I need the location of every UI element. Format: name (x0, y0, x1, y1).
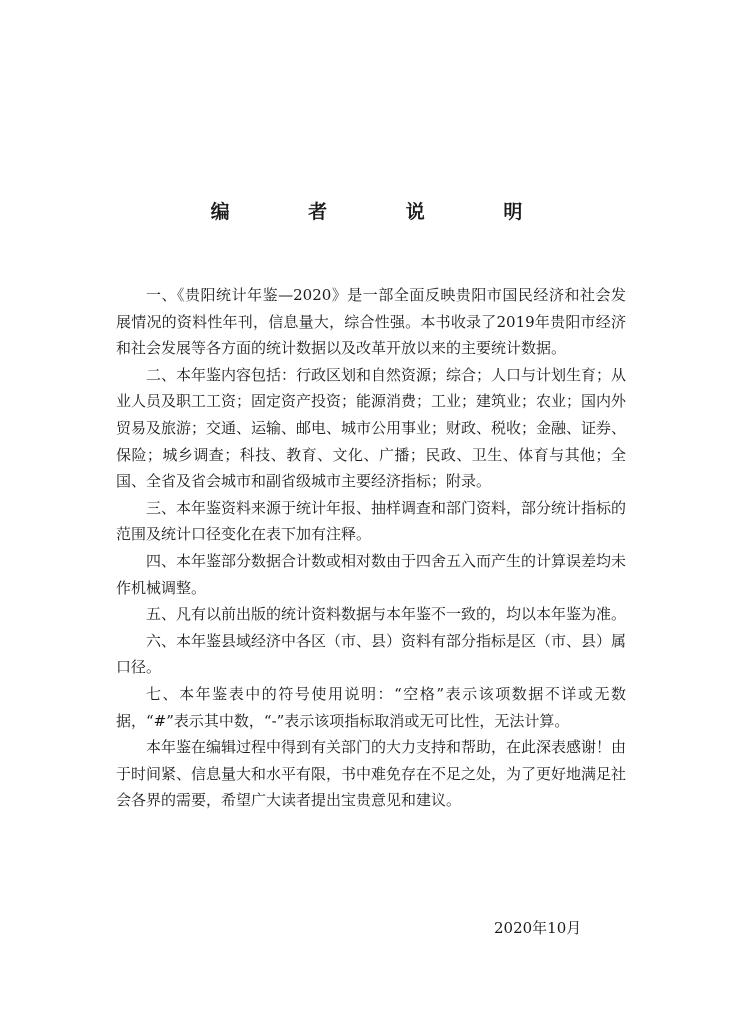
paragraph-7-symbols: 七、本年鉴表中的符号使用说明：“空格”表示该项数据不详或无数据，“#”表示其中数，“-”表示该项指标取消或无可比性，无法计算。 (116, 684, 626, 730)
paragraph-3-sources: 三、本年鉴资料来源于统计年报、抽样调查和部门资料，部分统计指标的范围及统计口径变化在表下加有注释。 (116, 498, 627, 544)
paragraph-8-acknowledgement: 本年鉴在编辑过程中得到有关部门的大力支持和帮助，在此深表感谢！由于时间紧、信息量大和水平有限，书中难免存在不足之处，为了更好地满足社会各界的需要，希望广大读者提出宝贵意见和建议。 (116, 738, 627, 810)
paragraph-5-consistency: 五、凡有以前出版的统计资料数据与本年鉴不一致的，均以本年鉴为准。 (146, 605, 627, 624)
paragraph-4-rounding: 四、本年鉴部分数据合计数或相对数由于四舍五入而产生的计算误差均未作机械调整。 (116, 551, 627, 597)
paragraph-6-county-economy: 六、本年鉴县域经济中各区（市、县）资料有部分指标是区（市、县）属口径。 (116, 631, 627, 677)
paragraph-2-contents: 二、本年鉴内容包括：行政区划和自然资源；综合；人口与计划生育；从业人员及职工工资；固定资产投资；能源消费；工业；建筑业；农业；国内外贸易及旅游；交通、运输、邮电、城市公用事业；财政、税收；金融、证券、保险；城乡调查；科技、教育、文化、广播；民政、卫生、体育与其他；全国、全省及省会城市和副省级城市主要经济指标；附录。 (116, 365, 627, 491)
document-body (116, 282, 626, 814)
paragraph-1-data-source: 一、《贵阳统计年鉴—2020》是一部全面反映贵阳市国民经济和社会发展情况的资料性年刊，信息量大，综合性强。本书收录了2019年贵阳市经济和社会发展等各方面的统计数据以及改革开放以来的主要统计数据。 (116, 286, 626, 358)
publication-date: 2020年10月 (494, 919, 582, 937)
page-title: 编 者 说 明 (210, 201, 559, 223)
